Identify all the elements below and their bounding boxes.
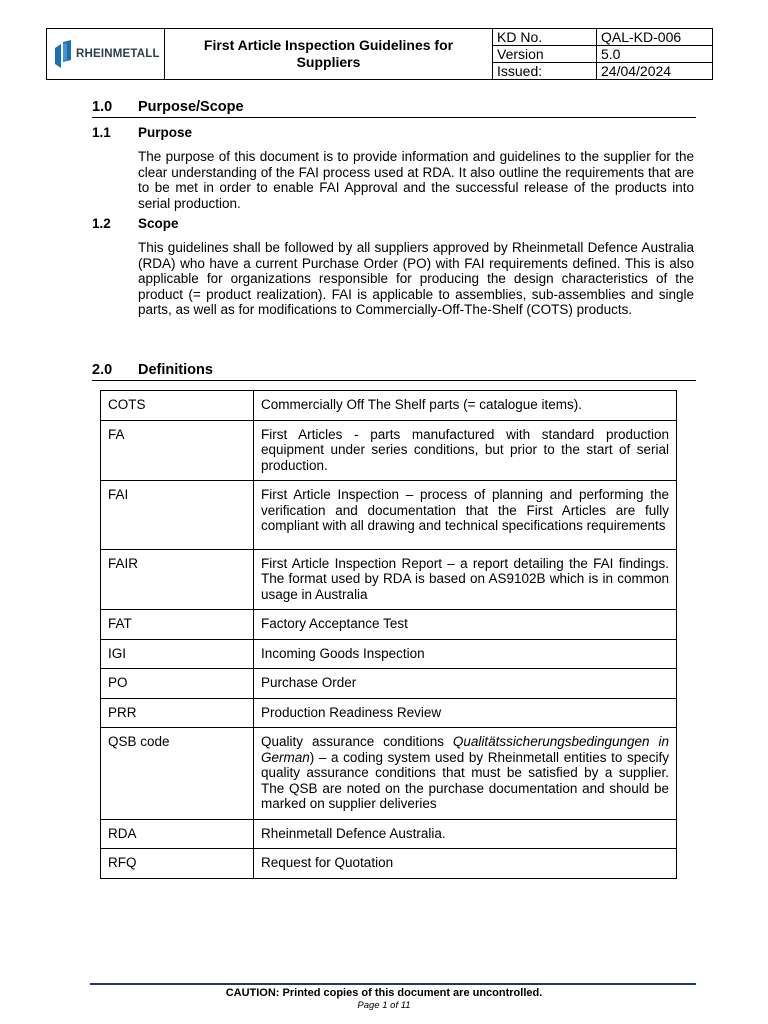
meta-label: KD No. [493,29,597,46]
section-number: 1.0 [92,99,113,115]
page-number: Page 1 of 11 [357,1000,411,1011]
definition-term: FAIR [101,549,254,610]
definition-term: IGI [101,639,254,669]
footer-caution: CAUTION: Printed copies of this document are uncontrolled. [225,987,543,999]
scope-paragraph: This guidelines shall be followed by all suppliers approved by Rheinmetall Defence Australia (RDA) who have a current Purchase Order (PO) with FAI requirements defined. This is also applicable for organizations responsible for producing the design characteristics of the product (= product realization). FAI is applicable to assemblies, sub-assemblies and single parts, as well as for modifications to Commercially-Off-The-Shelf (COTS) products. [138,240,694,317]
purpose-paragraph: The purpose of this document is to provide information and guidelines to the supplier for the clear understanding of the FAI process used at RDA. It also outline the requirements that are to be met in order to enable FAI Approval and the successful release of the products into serial production. [138,149,694,211]
table-row [101,698,677,728]
section-number: 2.0 [92,362,113,378]
table-row [101,420,677,481]
definition-term: COTS [101,391,254,421]
meta-value: 5.0 [597,46,712,63]
section-heading [92,362,696,381]
footer-rule [90,983,696,985]
section-title: Definitions [138,362,213,378]
subsection-heading [92,216,179,231]
definition-text: First Article Inspection – process of planning and performing the verification and documentation that the First Articles are fully compliant with all drawing and technical specifications requirements [254,481,677,550]
document-header [46,28,713,80]
meta-label: Issued: [493,63,597,79]
rheinmetall-logo-icon [53,40,73,68]
document-meta [493,29,712,79]
table-row [101,669,677,699]
subsection-heading [92,125,192,140]
table-row [101,610,677,640]
logo-text: RHEINMETALL [76,48,160,60]
table-row [101,639,677,669]
document-title: First Article Inspection Guidelines for Suppliers [165,29,493,79]
definition-text: First Articles - parts manufactured with standard production equipment under series conditions, but prior to the start of serial production. [254,420,677,481]
definition-text-italic: Qualitätssicherungsbedingungen in German [261,734,669,765]
table-row [101,549,677,610]
definition-term: QSB code [101,728,254,820]
table-row [101,728,677,820]
definition-text: Rheinmetall Defence Australia. [254,819,677,849]
definition-term: RFQ [101,849,254,879]
definition-term: PRR [101,698,254,728]
definition-text: Purchase Order [254,669,677,699]
subsection-title: Purpose [138,125,193,140]
definition-text: Request for Quotation [254,849,677,879]
table-row [101,849,677,879]
definitions-table [100,390,677,879]
table-row [101,391,677,421]
definition-term: FA [101,420,254,481]
company-logo [47,29,165,79]
definition-text: Production Readiness Review [254,698,677,728]
definition-text: First Article Inspection Report – a report detailing the FAI findings. The format used by RDA is based on AS9102B which is in common usage in Australia [254,549,677,610]
definition-term: FAI [101,481,254,550]
definition-term: RDA [101,819,254,849]
definition-text: Commercially Off The Shelf parts (= catalogue items). [254,391,677,421]
subsection-title: Scope [138,216,179,231]
definition-text [254,728,677,820]
table-row [101,481,677,550]
subsection-number: 1.1 [92,125,111,140]
definition-term: PO [101,669,254,699]
meta-label: Version [493,46,597,63]
section-heading [92,99,696,118]
meta-value: 24/04/2024 [601,63,672,79]
subsection-number: 1.2 [92,216,111,231]
definition-text: Incoming Goods Inspection [254,639,677,669]
section-title: Purpose/Scope [138,99,244,115]
definition-text-suffix: ) – a coding system used by Rheinmetall entities to specify quality assurance conditions that must be satisfied by a supplier. The QSB are noted on the purchase documentation and should be marked on supplier deliveries [261,749,669,811]
table-row [101,819,677,849]
definition-term: FAT [101,610,254,640]
definition-text: Factory Acceptance Test [254,610,677,640]
meta-value: QAL-KD-006 [597,29,712,46]
definition-text-prefix: Quality assurance conditions [261,734,453,749]
